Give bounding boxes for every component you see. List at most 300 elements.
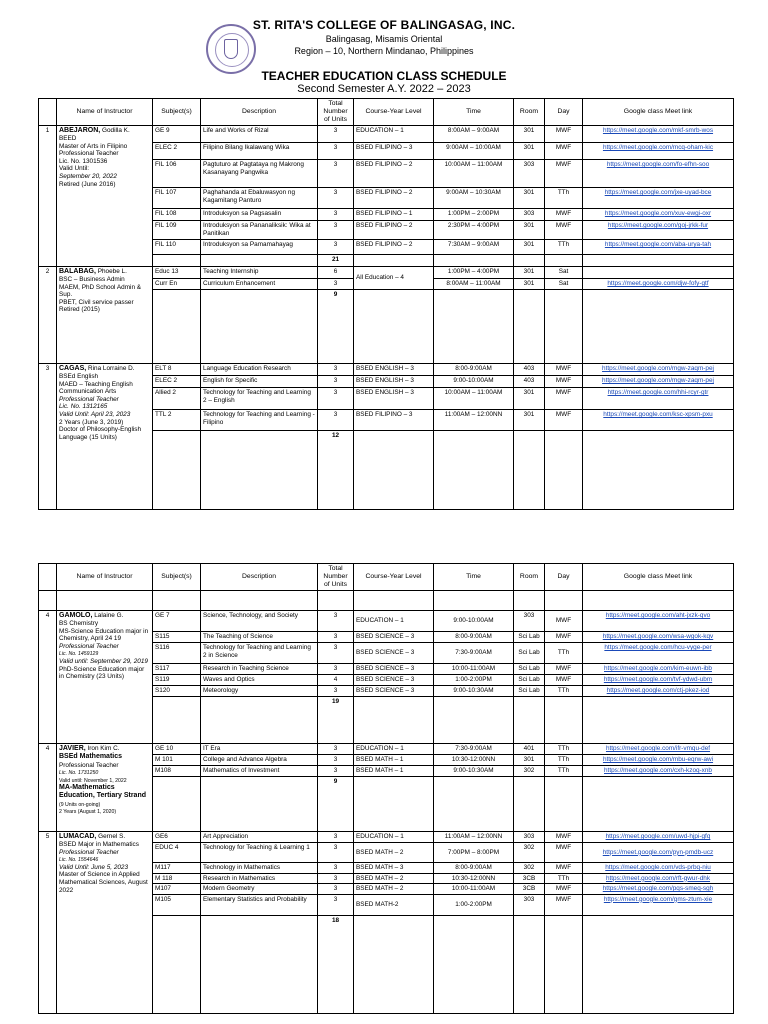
meet-link[interactable]: https://meet.google.com/ctj-pkez-iod <box>583 686 734 697</box>
subject-description: Art Appreciation <box>201 832 318 843</box>
meet-link[interactable]: https://meet.google.com/kim-euwn-ibb <box>583 664 734 675</box>
meet-link[interactable]: https://meet.google.com/pyn-pmdb-ucz <box>583 843 734 863</box>
col-level: Course-Year Level <box>354 564 434 591</box>
units: 3 <box>318 188 354 209</box>
instructor-number: 2 <box>39 267 57 364</box>
subject-code: FIL 110 <box>153 240 201 255</box>
subject-code: S119 <box>153 675 201 686</box>
meet-link[interactable]: https://meet.google.com/xuv-ewgi-oxr <box>583 209 734 221</box>
subject-description: Waves and Optics <box>201 675 318 686</box>
table-header-row <box>39 564 734 591</box>
units: 3 <box>318 664 354 675</box>
meet-link[interactable]: https://meet.google.com/mcq-oham-kic <box>583 143 734 160</box>
room: 301 <box>514 410 545 431</box>
class-time: 10:00-11:00AM <box>434 664 514 675</box>
col-description: Description <box>201 99 318 126</box>
instructor-detail: Lic. No. 1459129 <box>59 651 99 658</box>
instructor-cell <box>57 744 153 832</box>
class-time: 8:00-9:00AM <box>434 632 514 643</box>
instructor-detail: PBET, Civil service passer <box>59 298 134 306</box>
subject-code: FIL 108 <box>153 209 201 221</box>
room: 301 <box>514 388 545 410</box>
instructor-detail: Professional Teacher <box>59 150 119 158</box>
col-subject: Subject(s) <box>153 564 201 591</box>
day: MWF <box>545 364 583 376</box>
subject-description: Introduksyon sa Pananaliksik: Wika at Panitikan <box>201 221 318 240</box>
table-row <box>39 611 734 632</box>
class-time: 10:00-11:00AM <box>434 884 514 895</box>
class-time: 7:30-9:00AM <box>434 744 514 755</box>
instructor-detail: BSED Major in Mathematics <box>59 841 139 849</box>
col-time: Time <box>434 564 514 591</box>
day: MWF <box>545 894 583 915</box>
subject-code: FIL 106 <box>153 160 201 188</box>
meet-link[interactable]: https://meet.google.com/mgw-zaqm-pej <box>583 364 734 376</box>
class-time: 8:00-9:00AM <box>434 364 514 376</box>
course-level: BSED FILIPINO – 2 <box>354 221 434 240</box>
subject-description: Introduksyon sa Pagsasalin <box>201 209 318 221</box>
course-level: BSED MATH – 1 <box>354 766 434 777</box>
class-time: 9:00-10:30AM <box>434 686 514 697</box>
meet-link[interactable] <box>583 267 734 279</box>
class-time: 9:00-10:00AM <box>434 376 514 388</box>
day: MWF <box>545 388 583 410</box>
class-time: 10:30-12:00NN <box>434 755 514 766</box>
day: MWF <box>545 675 583 686</box>
col-room: Room <box>514 564 545 591</box>
units: 3 <box>318 863 354 874</box>
instructor-number: 4 <box>39 611 57 744</box>
instructor-detail: MA-Mathematics Education, Tertiary Strand <box>59 784 146 800</box>
units: 3 <box>318 755 354 766</box>
day: MWF <box>545 863 583 874</box>
day: TTh <box>545 240 583 255</box>
instructor-detail: BEED <box>59 135 77 143</box>
units: 3 <box>318 364 354 376</box>
meet-link[interactable]: https://meet.google.com/pqs-smeq-sgh <box>583 884 734 895</box>
instructor-number: 1 <box>39 126 57 267</box>
subject-description: Science, Technology, and Society <box>201 611 318 632</box>
day: MWF <box>545 632 583 643</box>
table-header-row <box>39 99 734 126</box>
total-units: 18 <box>318 915 354 1013</box>
table-row <box>39 744 734 755</box>
course-level: BSED FILIPINO – 2 <box>354 160 434 188</box>
class-time: 8:00-9:00AM <box>434 863 514 874</box>
course-level: BSED MATH-2 <box>354 894 434 915</box>
room: 301 <box>514 188 545 209</box>
day: TTh <box>545 873 583 884</box>
subject-code: M108 <box>153 766 201 777</box>
instructor-detail: Valid until: September 29, 2019 <box>59 658 148 666</box>
instructor-detail: (9 Units on-going) <box>59 801 101 808</box>
col-description: Description <box>201 564 318 591</box>
subject-description: The Teaching of Science <box>201 632 318 643</box>
course-level: BSED MATH – 2 <box>354 884 434 895</box>
subject-code: GE 7 <box>153 611 201 632</box>
course-level: EDUCATION – 1 <box>354 611 434 632</box>
subject-description: Technology in Mathematics <box>201 863 318 874</box>
instructor-number: 3 <box>39 364 57 510</box>
instructor-detail: PhD-Science Education major in Chemistry (23 Units) <box>59 665 145 681</box>
subject-code: M117 <box>153 863 201 874</box>
course-level: EDUCATION – 1 <box>354 744 434 755</box>
course-level: BSED SCIENCE – 3 <box>354 686 434 697</box>
instructor-surname: LUMACAD, <box>59 833 97 841</box>
spacer-row <box>39 591 734 611</box>
course-level: BSED SCIENCE – 3 <box>354 643 434 664</box>
units: 3 <box>318 611 354 632</box>
instructor-detail: MS-Science Education major in Chemistry, April 24 19 <box>59 627 149 643</box>
instructor-cell <box>57 364 153 510</box>
room: 301 <box>514 240 545 255</box>
table-row <box>39 364 734 376</box>
instructor-detail: Lic. No. 1312165 <box>59 403 108 411</box>
units: 4 <box>318 675 354 686</box>
total-units: 21 <box>318 255 354 267</box>
day: MWF <box>545 221 583 240</box>
instructor-cell <box>57 611 153 744</box>
instructor-detail: Doctor of Philosophy-English Language (15 Units) <box>59 426 142 441</box>
subject-code: S115 <box>153 632 201 643</box>
day: MWF <box>545 410 583 431</box>
class-time: 7:00PM – 8:00PM <box>434 843 514 863</box>
course-level: BSED ENGLISH – 3 <box>354 388 434 410</box>
instructor-detail: MAEM, PhD School Admin & Sup. <box>59 283 142 299</box>
meet-link[interactable]: https://meet.google.com/rft-gwur-dhk <box>583 873 734 884</box>
course-level: EDUCATION – 1 <box>354 126 434 143</box>
day: TTh <box>545 188 583 209</box>
total-units: 19 <box>318 697 354 744</box>
instructor-number: 5 <box>39 832 57 1014</box>
instructor-detail: Valid Until: <box>59 165 90 173</box>
class-time: 9:00AM – 10:30AM <box>434 188 514 209</box>
subject-code: M107 <box>153 884 201 895</box>
room: 301 <box>514 279 545 290</box>
class-time: 11:00AM – 12:00NN <box>434 410 514 431</box>
meet-link[interactable]: https://meet.google.com/tvf-ydwd-ubm <box>583 675 734 686</box>
room: 302 <box>514 843 545 863</box>
subject-code: GE 9 <box>153 126 201 143</box>
course-level: BSED FILIPINO – 3 <box>354 410 434 431</box>
subject-code: M 118 <box>153 873 201 884</box>
subject-code: ELEC 2 <box>153 143 201 160</box>
col-room: Room <box>514 99 545 126</box>
instructor-detail: Retired (2015) <box>59 306 100 314</box>
total-units: 9 <box>318 777 354 832</box>
col-instructor: Name of Instructor <box>57 564 153 591</box>
col-link: Google class Meet link <box>583 564 734 591</box>
instructor-detail: MAED – Teaching English Communication Arts <box>59 380 133 396</box>
subject-description: Technology for Teaching and Learning - Filipino <box>201 410 318 431</box>
units: 3 <box>318 744 354 755</box>
subject-description: Curriculum Enhancement <box>201 279 318 290</box>
subject-code: FIL 109 <box>153 221 201 240</box>
class-time: 8:00AM – 11:00AM <box>434 279 514 290</box>
room: 403 <box>514 364 545 376</box>
meet-link[interactable]: https://meet.google.com/vds-prbq-niu <box>583 863 734 874</box>
day: MWF <box>545 209 583 221</box>
subject-code: S117 <box>153 664 201 675</box>
instructor-detail: 2 Years (August 1, 2020) <box>59 809 117 816</box>
subject-code: EDUC 4 <box>153 843 201 863</box>
class-time: 1:00-2:00PM <box>434 675 514 686</box>
instructor-given-name: Phoebe L. <box>97 268 127 276</box>
subject-description: Technology for Teaching and Learning 2 – English <box>201 388 318 410</box>
course-level: BSED MATH – 2 <box>354 843 434 863</box>
subject-description: Technology for Teaching and Learning 2 in Science <box>201 643 318 664</box>
subject-code: FIL 107 <box>153 188 201 209</box>
subject-description: IT Era <box>201 744 318 755</box>
meet-link[interactable]: https://meet.google.com/goj-jrkk-fur <box>583 221 734 240</box>
subject-description: Teaching Internship <box>201 267 318 279</box>
col-units: Total Number of Units <box>318 564 354 591</box>
col-time: Time <box>434 99 514 126</box>
meet-link[interactable]: https://meet.google.com/gms-ztum-xie <box>583 894 734 915</box>
room: Sci Lab <box>514 664 545 675</box>
class-time: 1:00PM – 2:00PM <box>434 209 514 221</box>
subject-code: GE6 <box>153 832 201 843</box>
instructor-detail: Valid until: November 1, 2022 <box>59 777 127 784</box>
instructor-cell <box>57 267 153 364</box>
class-time: 10:30-12:00NN <box>434 873 514 884</box>
subject-description: Elementary Statistics and Probability <box>201 894 318 915</box>
course-level: BSED FILIPINO – 2 <box>354 188 434 209</box>
class-time: 9:00AM – 10:00AM <box>434 143 514 160</box>
meet-link[interactable]: https://meet.google.com/djw-fofy-gtf <box>583 279 734 290</box>
room: Sci Lab <box>514 643 545 664</box>
units: 3 <box>318 221 354 240</box>
course-level: BSED FILIPINO – 1 <box>354 209 434 221</box>
table-row <box>39 126 734 143</box>
instructor-given-name: Gernel S. <box>98 833 126 841</box>
subject-code: Allied 2 <box>153 388 201 410</box>
room: 403 <box>514 376 545 388</box>
subject-description: Research in Mathematics <box>201 873 318 884</box>
course-level: BSED SCIENCE – 3 <box>354 675 434 686</box>
subject-code: ELEC 2 <box>153 376 201 388</box>
room: 303 <box>514 832 545 843</box>
instructor-given-name: Rina Lorraine D. <box>88 365 135 373</box>
subject-code: Curr En <box>153 279 201 290</box>
units: 6 <box>318 267 354 279</box>
units: 3 <box>318 643 354 664</box>
day: MWF <box>545 376 583 388</box>
subject-code: Educ 13 <box>153 267 201 279</box>
col-level: Course-Year Level <box>354 99 434 126</box>
day: TTh <box>545 686 583 697</box>
units: 3 <box>318 376 354 388</box>
col-number <box>39 564 57 591</box>
subject-description: Life and Works of Rizal <box>201 126 318 143</box>
instructor-detail: Master of Science in Applied Mathematical Sciences, August 2022 <box>59 871 148 894</box>
instructor-given-name: Iron Kim C. <box>87 745 120 753</box>
instructor-surname: JAVIER, <box>59 745 86 753</box>
subject-code: TTL 2 <box>153 410 201 431</box>
room: 301 <box>514 126 545 143</box>
course-level: BSED FILIPINO – 2 <box>354 240 434 255</box>
instructor-detail: Master of Arts in Filipino <box>59 142 128 150</box>
day: MWF <box>545 843 583 863</box>
instructor-cell <box>57 832 153 1014</box>
subject-code: M105 <box>153 894 201 915</box>
day: MWF <box>545 611 583 632</box>
day: TTh <box>545 755 583 766</box>
col-subject: Subject(s) <box>153 99 201 126</box>
course-level: BSED FILIPINO – 3 <box>354 143 434 160</box>
meet-link[interactable]: https://meet.google.com/ifr-vmqu-def <box>583 744 734 755</box>
day: MWF <box>545 832 583 843</box>
instructor-detail: BSC – Business Admin <box>59 276 125 284</box>
document-header <box>0 0 768 100</box>
meet-link[interactable]: https://meet.google.com/cxh-kzoq-xnb <box>583 766 734 777</box>
room: 303 <box>514 894 545 915</box>
room: 303 <box>514 160 545 188</box>
subject-code: GE 10 <box>153 744 201 755</box>
day: TTh <box>545 643 583 664</box>
col-day: Day <box>545 99 583 126</box>
subject-description: Modern Geometry <box>201 884 318 895</box>
units: 3 <box>318 160 354 188</box>
room: 303 <box>514 611 545 632</box>
meet-link[interactable]: https://meet.google.com/mgw-zaqm-pej <box>583 376 734 388</box>
schedule-table-2 <box>38 563 734 1014</box>
instructor-surname: ABEJARON, <box>59 127 101 135</box>
room: Sci Lab <box>514 675 545 686</box>
subject-code: ELT 8 <box>153 364 201 376</box>
table-row <box>39 832 734 843</box>
room: 301 <box>514 221 545 240</box>
subject-description: Research in Teaching Science <box>201 664 318 675</box>
col-link: Google class Meet link <box>583 99 734 126</box>
instructor-detail: BS Chemistry <box>59 620 99 628</box>
room: 303 <box>514 209 545 221</box>
meet-link[interactable]: https://meet.google.com/aba-urya-tah <box>583 240 734 255</box>
col-instructor: Name of Instructor <box>57 99 153 126</box>
course-level: All Education – 4 <box>354 267 434 290</box>
class-time: 7:30AM – 9:00AM <box>434 240 514 255</box>
meet-link[interactable]: https://meet.google.com/ksc-xpsm-pxu <box>583 410 734 431</box>
subject-description: Technology for Teaching & Learning 1 <box>201 843 318 863</box>
day: Sat <box>545 279 583 290</box>
course-level: BSED MATH – 1 <box>354 755 434 766</box>
day: MWF <box>545 126 583 143</box>
instructor-surname: BALABAG, <box>59 268 96 276</box>
day: MWF <box>545 143 583 160</box>
instructor-detail: BSEd English <box>59 373 99 381</box>
meet-link[interactable]: https://meet.google.com/jxe-uyad-bce <box>583 188 734 209</box>
page-subtitle: Second Semester A.Y. 2022 – 2023 <box>297 83 471 95</box>
room: 401 <box>514 744 545 755</box>
meet-link[interactable]: https://meet.google.com/fo-efhn-soo <box>583 160 734 188</box>
meet-link[interactable]: https://meet.google.com/hcu-vyge-per <box>583 643 734 664</box>
room: 3CB <box>514 873 545 884</box>
college-name: ST. RITA'S COLLEGE OF BALINGASAG, INC. <box>252 18 516 32</box>
subject-description: Language Education Research <box>201 364 318 376</box>
units: 3 <box>318 873 354 884</box>
units: 3 <box>318 388 354 410</box>
room: 302 <box>514 766 545 777</box>
units: 3 <box>318 884 354 895</box>
class-time: 2:30PM – 4:00PM <box>434 221 514 240</box>
course-level: EDUCATION – 1 <box>354 832 434 843</box>
instructor-detail: Valid Until: April 23, 2023 <box>59 411 131 419</box>
class-time: 7:30-9:00AM <box>434 643 514 664</box>
schedule-table-1 <box>38 98 734 510</box>
room: 3CB <box>514 884 545 895</box>
room: 301 <box>514 755 545 766</box>
subject-description: Mathematics of Investment <box>201 766 318 777</box>
subject-description: English for Specific <box>201 376 318 388</box>
instructor-given-name: Lalaine G. <box>94 612 124 620</box>
subject-description: Introduksyon sa Pamamahayag <box>201 240 318 255</box>
units: 3 <box>318 410 354 431</box>
subject-description: Paghahanda at Ebaluwasyon ng Kagamitang Panturo <box>201 188 318 209</box>
class-time: 10:00AM – 11:00AM <box>434 160 514 188</box>
subject-code: S116 <box>153 643 201 664</box>
meet-link[interactable]: https://meet.google.com/mkf-smrb-wos <box>583 126 734 143</box>
room: 302 <box>514 863 545 874</box>
instructor-given-name: Godilla K. <box>102 127 130 135</box>
room: 301 <box>514 267 545 279</box>
meet-link[interactable]: https://meet.google.com/mbu-eqrw-awi <box>583 755 734 766</box>
instructor-surname: CAGAS, <box>59 365 87 373</box>
meet-link[interactable]: https://meet.google.com/wsa-wgok-kqv <box>583 632 734 643</box>
course-level: BSED MATH – 3 <box>354 863 434 874</box>
subject-description: Filipino Bilang Ikalawang Wika <box>201 143 318 160</box>
course-level: BSED ENGLISH – 3 <box>354 364 434 376</box>
instructor-detail: Lic. No. 1301536 <box>59 157 108 165</box>
class-time: 10:00AM – 11:00AM <box>434 388 514 410</box>
instructor-surname: GAMOLO, <box>59 612 93 620</box>
day: TTh <box>545 744 583 755</box>
instructor-detail: 2 Years (June 3, 2019) <box>59 418 124 426</box>
class-time: 9:00-10:30AM <box>434 766 514 777</box>
meet-link[interactable]: https://meet.google.com/uwd-hjpi-gfq <box>583 832 734 843</box>
instructor-detail: September 20, 2022 <box>59 173 117 181</box>
instructor-number: 4 <box>39 744 57 832</box>
instructor-detail: Lic. No. 1554646 <box>59 857 99 864</box>
subject-description: Meteorology <box>201 686 318 697</box>
instructor-detail: Professional Teacher <box>59 761 119 769</box>
instructor-detail: Professional Teacher <box>59 395 119 403</box>
class-time: 11:00AM – 12:00NN <box>434 832 514 843</box>
page-title: TEACHER EDUCATION CLASS SCHEDULE <box>261 69 507 83</box>
address-line-1: Balingasag, Misamis Oriental <box>325 34 443 44</box>
course-level: BSED SCIENCE – 3 <box>354 632 434 643</box>
course-level: BSED ENGLISH – 3 <box>354 376 434 388</box>
total-units: 9 <box>318 290 354 364</box>
units: 3 <box>318 766 354 777</box>
class-time: 9:00-10:00AM <box>434 611 514 632</box>
meet-link[interactable]: https://meet.google.com/hhi-rcyr-gtr <box>583 388 734 410</box>
units: 3 <box>318 240 354 255</box>
course-level: BSED SCIENCE – 3 <box>354 664 434 675</box>
room: 301 <box>514 143 545 160</box>
units: 3 <box>318 894 354 915</box>
day: TTh <box>545 766 583 777</box>
total-units: 12 <box>318 431 354 510</box>
units: 3 <box>318 632 354 643</box>
subject-code: S120 <box>153 686 201 697</box>
col-number <box>39 99 57 126</box>
units: 3 <box>318 126 354 143</box>
meet-link[interactable]: https://meet.google.com/aht-jxzk-qvo <box>583 611 734 632</box>
instructor-detail: BSEd Mathematics <box>59 753 123 761</box>
units: 3 <box>318 686 354 697</box>
address-line-2: Region – 10, Northern Mindanao, Philippines <box>294 46 474 56</box>
subject-description: College and Advance Algebra <box>201 755 318 766</box>
